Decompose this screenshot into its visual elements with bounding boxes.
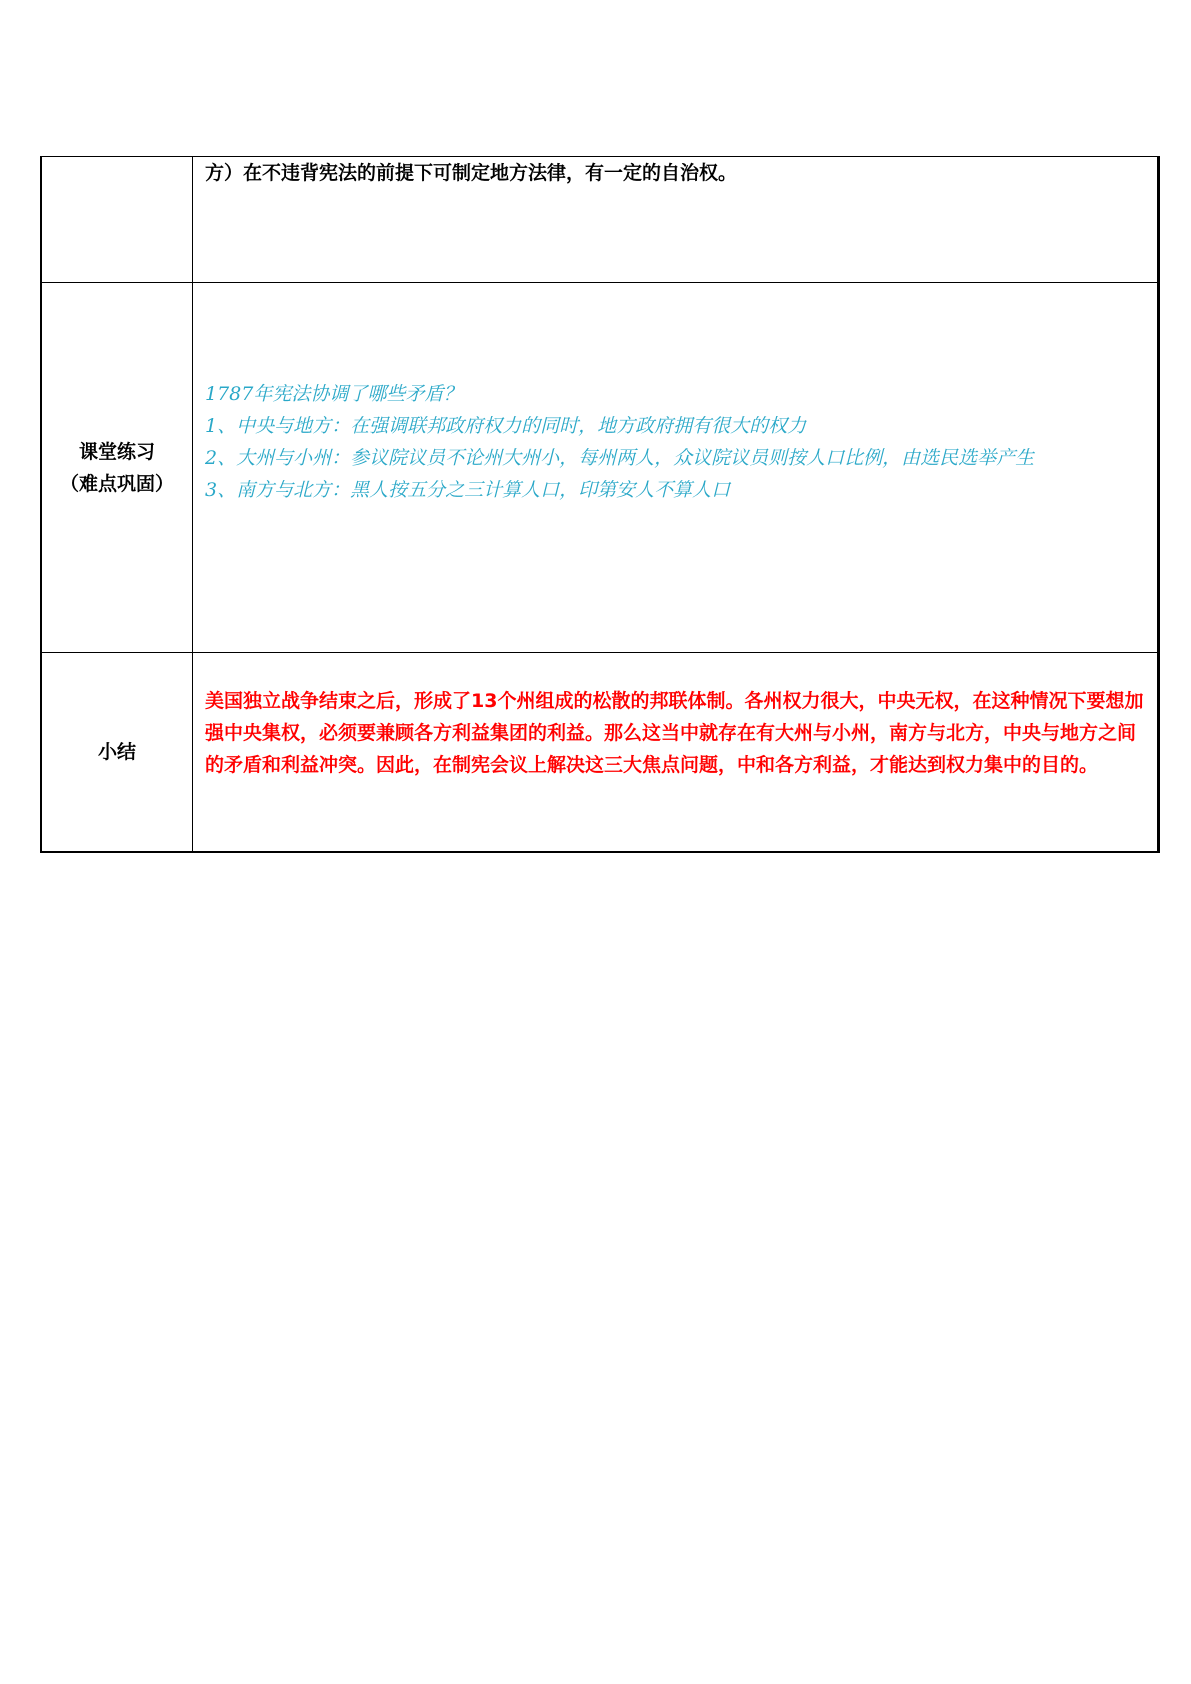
practice-cell	[193, 283, 1159, 653]
table-row-continuation	[41, 157, 1159, 283]
table-row-summary	[41, 653, 1159, 852]
table-row-practice	[41, 283, 1159, 653]
practice-item-1: 1、中央与地方：在强调联邦政府权力的同时，地方政府拥有很大的权力	[205, 415, 807, 437]
practice-question: 1787年宪法协调了哪些矛盾？	[205, 383, 463, 405]
summary-label: 小结	[97, 740, 136, 763]
continuation-text: 方）在不违背宪法的前提下可制定地方法律，有一定的自治权。	[205, 162, 738, 184]
practice-item-3: 3、南方与北方：黑人按五分之三计算人口，印第安人不算人口	[205, 479, 731, 501]
row-label-practice	[41, 283, 193, 653]
practice-item-2: 2、大州与小州：参议院议员不论州大州小，每州两人，众议院议员则按人口比例，由选民选举产生	[205, 447, 1035, 469]
practice-label-line-1: 课堂练习	[78, 440, 155, 463]
summary-text: 美国独立战争结束之后，形成了13个州组成的松散的邦联体制。各州权力很大，中央无权，在这种情况下要想加强中央集权，必须要兼顾各方利益集团的利益。那么这当中就存在有大州与小州，南方与北方，中央与地方之间的矛盾和利益冲突。因此，在制宪会议上解决这三大焦点问题，中和各方利益，才能达到权力集中的目的。	[205, 690, 1144, 776]
practice-label-line-2: （难点巩固）	[59, 472, 174, 495]
row-label-summary	[41, 653, 193, 852]
row-label-empty	[41, 157, 193, 283]
summary-cell	[193, 653, 1159, 852]
lesson-plan-table	[40, 156, 1160, 853]
continuation-cell	[193, 157, 1159, 283]
practice-block	[205, 378, 1145, 506]
